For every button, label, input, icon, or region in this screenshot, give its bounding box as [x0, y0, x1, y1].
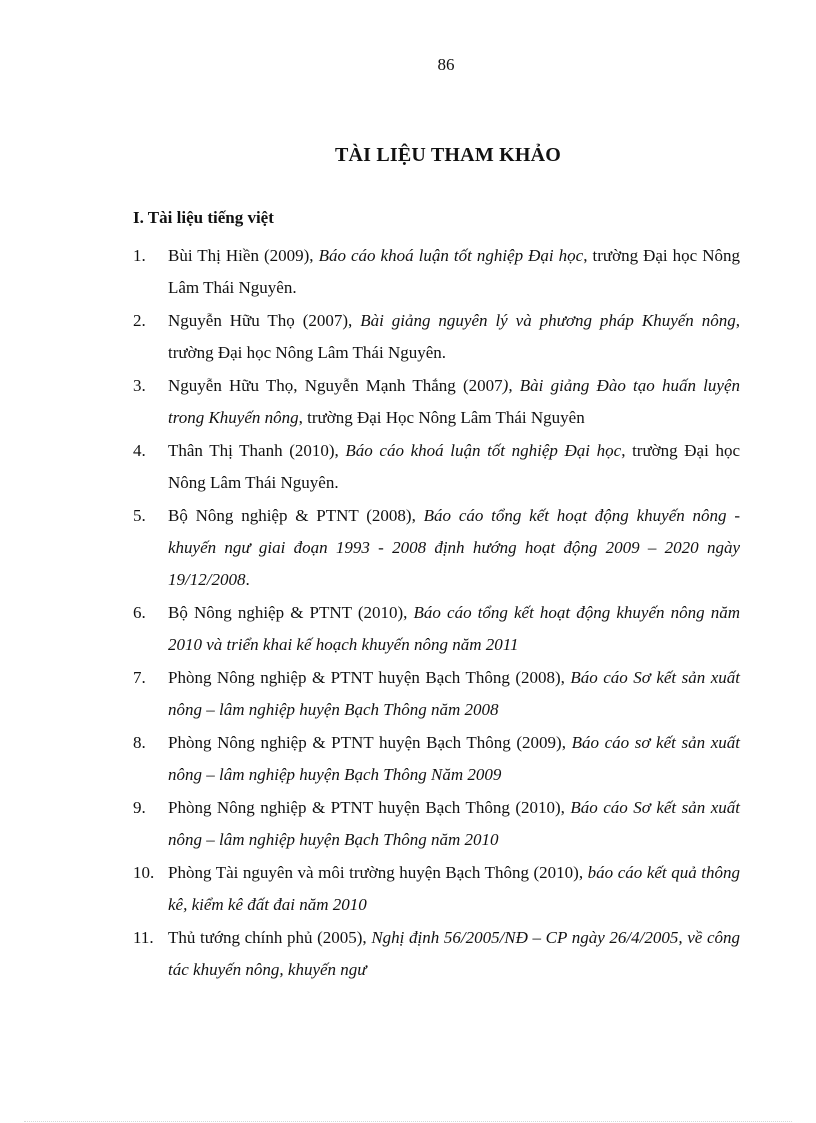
reference-item: [133, 240, 740, 304]
reference-author: Thủ tướng chính phủ (2005),: [168, 928, 372, 947]
page-bottom-divider: [24, 1121, 792, 1122]
reference-publisher: , trường Đại học Nông Lâm Thái Nguyên.: [168, 441, 740, 492]
reference-item: [133, 500, 740, 596]
reference-number: 8.: [133, 733, 146, 752]
reference-author: Nguyễn Hữu Thọ, Nguyễn Mạnh Thắng (2007: [168, 376, 503, 395]
reference-number: 7.: [133, 668, 146, 687]
reference-number: 2.: [133, 311, 146, 330]
reference-number: 1.: [133, 246, 146, 265]
reference-number: 9.: [133, 798, 146, 817]
reference-publisher: , trường Đại học Nông Lâm Thái Nguyên.: [168, 246, 740, 297]
reference-title: Báo cáo khoá luận tốt nghiệp Đại học: [318, 246, 584, 265]
reference-item: [133, 435, 740, 499]
reference-author: Phòng Tài nguyên và môi trường huyện Bạch Thông (2010),: [168, 863, 588, 882]
reference-number: 4.: [133, 441, 146, 460]
reference-title: Nghị định 56/2005/NĐ – CP ngày 26/4/2005, về công tác khuyến nông, khuyến ngư: [168, 928, 740, 979]
reference-author: Bùi Thị Hiền (2009),: [168, 246, 319, 265]
reference-publisher: .: [245, 570, 250, 589]
reference-title: ), Bài giảng Đào tạo huấn luyện trong Khuyến nông: [168, 376, 740, 427]
reference-author: Bộ Nông nghiệp & PTNT (2008),: [168, 506, 424, 525]
reference-title: Báo cáo khoá luận tốt nghiệp Đại học: [345, 441, 622, 460]
reference-author: Thân Thị Thanh (2010),: [168, 441, 346, 460]
reference-number: 11.: [133, 928, 154, 947]
reference-author: Phòng Nông nghiệp & PTNT huyện Bạch Thông (2010),: [168, 798, 571, 817]
reference-title: Báo cáo sơ kết sản xuất nông – lâm nghiệp huyện Bạch Thông Năm 2009: [168, 733, 740, 784]
reference-number: 6.: [133, 603, 146, 622]
reference-author: Phòng Nông nghiệp & PTNT huyện Bạch Thông (2008),: [168, 668, 571, 687]
reference-author: Bộ Nông nghiệp & PTNT (2010),: [168, 603, 414, 622]
reference-item: [133, 370, 740, 434]
reference-item: [133, 792, 740, 856]
page-number: 86: [437, 55, 455, 74]
reference-item: [133, 857, 740, 921]
reference-item: [133, 597, 740, 661]
reference-author: Nguyễn Hữu Thọ (2007),: [168, 311, 361, 330]
reference-title: Báo cáo Sơ kết sản xuất nông – lâm nghiệp huyện Bạch Thông năm 2010: [168, 798, 741, 849]
reference-list: [133, 240, 740, 987]
reference-author: Phòng Nông nghiệp & PTNT huyện Bạch Thông (2009),: [168, 733, 572, 752]
reference-item: [133, 922, 740, 986]
page-title: TÀI LIỆU THAM KHẢO: [334, 144, 562, 166]
reference-number: 3.: [133, 376, 146, 395]
reference-publisher: , trường Đại học Nông Lâm Thái Nguyên.: [168, 311, 740, 362]
reference-title: Báo cáo Sơ kết sản xuất nông – lâm nghiệp huyện Bạch Thông năm 2008: [168, 668, 741, 719]
reference-number: 10.: [133, 863, 155, 882]
reference-title: Bài giảng nguyên lý và phương pháp Khuyến nông: [360, 311, 736, 330]
reference-title: báo cáo kết quả thông kê, kiểm kê đất đai năm 2010: [168, 863, 740, 914]
reference-number: 5.: [133, 506, 146, 525]
reference-item: [133, 662, 740, 726]
reference-item: [133, 727, 740, 791]
reference-item: [133, 305, 740, 369]
section-heading: I. Tài liệu tiếng việt: [133, 208, 274, 227]
reference-title: Báo cáo tổng kết hoạt động khuyến nông năm 2010 và triển khai kế hoạch khuyến nông năm 2011: [168, 603, 741, 654]
reference-publisher: , trường Đại Học Nông Lâm Thái Nguyên: [298, 408, 585, 427]
reference-title: Báo cáo tổng kết hoạt động khuyến nông - khuyến ngư giai đoạn 1993 - 2008 định hướng hoạt động 2009 – 2020 ngày 19/12/2008: [168, 506, 740, 589]
